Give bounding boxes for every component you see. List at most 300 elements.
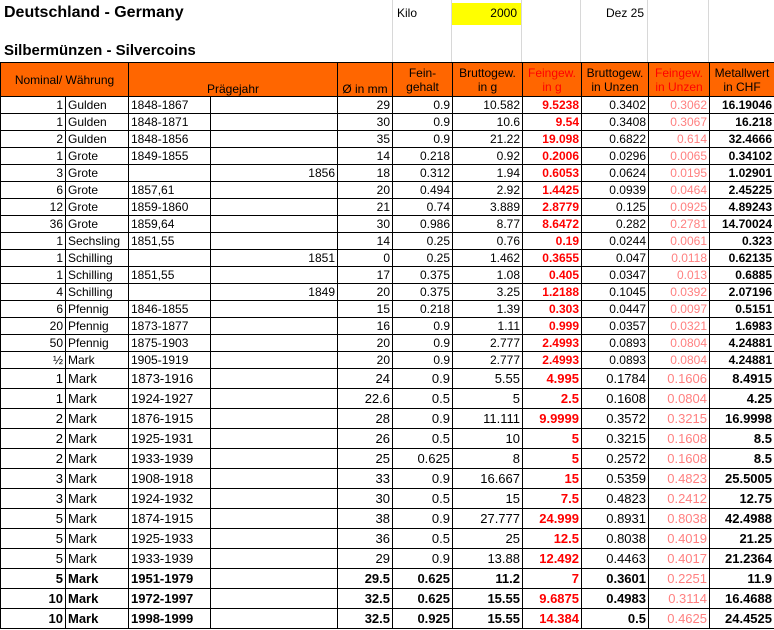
cell-diameter[interactable]: 36 <box>338 529 393 549</box>
cell-nominal[interactable]: ½ <box>1 352 66 369</box>
cell-year[interactable]: 1951-1979 <box>129 569 211 589</box>
cell-fine-g[interactable]: 9.6875 <box>523 589 582 609</box>
cell-gross-g[interactable]: 2.777 <box>453 335 523 352</box>
cell-fineness[interactable]: 0.5 <box>393 429 453 449</box>
cell-fineness[interactable]: 0.5 <box>393 489 453 509</box>
cell-year-single[interactable] <box>211 233 338 250</box>
cell-gross-oz[interactable]: 0.047 <box>582 250 649 267</box>
cell-fine-g[interactable]: 12.5 <box>523 529 582 549</box>
cell-diameter[interactable]: 21 <box>338 199 393 216</box>
cell-fine-oz[interactable]: 0.2412 <box>649 489 710 509</box>
cell-fine-g[interactable]: 1.2188 <box>523 284 582 301</box>
cell-nominal[interactable]: 50 <box>1 335 66 352</box>
cell-currency[interactable]: Schilling <box>66 267 129 284</box>
cell-diameter[interactable]: 26 <box>338 429 393 449</box>
cell-diameter[interactable]: 14 <box>338 233 393 250</box>
cell-year[interactable] <box>129 284 211 301</box>
cell-year-single[interactable] <box>211 267 338 284</box>
cell-currency[interactable]: Gulden <box>66 97 129 114</box>
cell-gross-g[interactable]: 1.462 <box>453 250 523 267</box>
cell-gross-oz[interactable]: 0.3601 <box>582 569 649 589</box>
cell-year-single[interactable] <box>211 409 338 429</box>
cell-chf[interactable]: 16.19046 <box>710 97 774 114</box>
cell-currency[interactable]: Mark <box>66 449 129 469</box>
cell-nominal[interactable]: 2 <box>1 449 66 469</box>
cell-chf[interactable]: 4.25 <box>710 389 774 409</box>
cell-gross-g[interactable]: 25 <box>453 529 523 549</box>
cell-gross-g[interactable]: 0.76 <box>453 233 523 250</box>
cell-gross-oz[interactable]: 0.0893 <box>582 352 649 369</box>
cell-fine-oz[interactable]: 0.3114 <box>649 589 710 609</box>
cell-year-single[interactable] <box>211 216 338 233</box>
cell-diameter[interactable]: 14 <box>338 148 393 165</box>
cell-year-single[interactable] <box>211 429 338 449</box>
cell-gross-g[interactable]: 10 <box>453 429 523 449</box>
cell-year-single[interactable]: 1856 <box>211 165 338 182</box>
cell-fineness[interactable]: 0.9 <box>393 318 453 335</box>
cell-gross-oz[interactable]: 0.0296 <box>582 148 649 165</box>
cell-year-single[interactable] <box>211 148 338 165</box>
cell-nominal[interactable]: 1 <box>1 148 66 165</box>
cell-currency[interactable]: Mark <box>66 469 129 489</box>
cell-gross-oz[interactable]: 0.0624 <box>582 165 649 182</box>
cell-gross-g[interactable]: 1.08 <box>453 267 523 284</box>
cell-year-single[interactable] <box>211 352 338 369</box>
cell-fineness[interactable]: 0.9 <box>393 352 453 369</box>
cell-gross-oz[interactable]: 0.6822 <box>582 131 649 148</box>
cell-year-single[interactable] <box>211 318 338 335</box>
cell-currency[interactable]: Mark <box>66 352 129 369</box>
cell-fine-oz[interactable]: 0.013 <box>649 267 710 284</box>
cell-diameter[interactable]: 28 <box>338 409 393 429</box>
cell-gross-g[interactable]: 15.55 <box>453 589 523 609</box>
cell-chf[interactable]: 1.02901 <box>710 165 774 182</box>
cell-fine-g[interactable]: 2.8779 <box>523 199 582 216</box>
cell-fine-oz[interactable]: 0.4019 <box>649 529 710 549</box>
cell-gross-g[interactable]: 16.667 <box>453 469 523 489</box>
cell-nominal[interactable]: 5 <box>1 529 66 549</box>
cell-diameter[interactable]: 29 <box>338 549 393 569</box>
cell-fine-g[interactable]: 12.492 <box>523 549 582 569</box>
cell-fine-oz[interactable]: 0.0804 <box>649 352 710 369</box>
cell-gross-g[interactable]: 2.92 <box>453 182 523 199</box>
cell-nominal[interactable]: 5 <box>1 509 66 529</box>
cell-year-single[interactable] <box>211 529 338 549</box>
cell-year[interactable]: 1998-1999 <box>129 609 211 629</box>
cell-chf[interactable]: 32.4666 <box>710 131 774 148</box>
cell-chf[interactable]: 8.5 <box>710 429 774 449</box>
cell-chf[interactable]: 11.9 <box>710 569 774 589</box>
cell-year[interactable]: 1933-1939 <box>129 549 211 569</box>
cell-year-single[interactable] <box>211 182 338 199</box>
cell-fineness[interactable]: 0.925 <box>393 609 453 629</box>
cell-chf[interactable]: 0.5151 <box>710 301 774 318</box>
cell-year[interactable]: 1848-1856 <box>129 131 211 148</box>
cell-fine-g[interactable]: 15 <box>523 469 582 489</box>
cell-fineness[interactable]: 0.218 <box>393 148 453 165</box>
cell-year-single[interactable] <box>211 301 338 318</box>
cell-gross-g[interactable]: 2.777 <box>453 352 523 369</box>
cell-diameter[interactable]: 0 <box>338 250 393 267</box>
cell-chf[interactable]: 25.5005 <box>710 469 774 489</box>
cell-gross-g[interactable]: 1.94 <box>453 165 523 182</box>
cell-fineness[interactable]: 0.9 <box>393 469 453 489</box>
cell-year[interactable]: 1848-1871 <box>129 114 211 131</box>
cell-fineness[interactable]: 0.25 <box>393 233 453 250</box>
cell-gross-oz[interactable]: 0.5359 <box>582 469 649 489</box>
cell-year[interactable]: 1972-1997 <box>129 589 211 609</box>
cell-gross-oz[interactable]: 0.4823 <box>582 489 649 509</box>
cell-fineness[interactable]: 0.9 <box>393 114 453 131</box>
col-header-fine-g[interactable]: Feingew. in g <box>523 63 582 97</box>
cell-diameter[interactable]: 33 <box>338 469 393 489</box>
cell-gross-oz[interactable]: 0.1608 <box>582 389 649 409</box>
cell-fine-oz[interactable]: 0.0321 <box>649 318 710 335</box>
cell-chf[interactable]: 0.323 <box>710 233 774 250</box>
cell-fine-g[interactable]: 9.5238 <box>523 97 582 114</box>
cell-fineness[interactable]: 0.9 <box>393 335 453 352</box>
cell-gross-g[interactable]: 13.88 <box>453 549 523 569</box>
cell-nominal[interactable]: 1 <box>1 250 66 267</box>
cell-fine-g[interactable]: 5 <box>523 429 582 449</box>
cell-fine-oz[interactable]: 0.3215 <box>649 409 710 429</box>
col-header-gross-oz[interactable]: Bruttogew. in Unzen <box>582 63 649 97</box>
cell-gross-oz[interactable]: 0.0447 <box>582 301 649 318</box>
cell-nominal[interactable]: 1 <box>1 369 66 389</box>
cell-currency[interactable]: Mark <box>66 529 129 549</box>
cell-fineness[interactable]: 0.218 <box>393 301 453 318</box>
cell-diameter[interactable]: 25 <box>338 449 393 469</box>
col-header-chf[interactable]: Metallwert in CHF <box>710 63 774 97</box>
cell-gross-g[interactable]: 15.55 <box>453 609 523 629</box>
cell-gross-oz[interactable]: 0.0347 <box>582 267 649 284</box>
cell-fine-g[interactable]: 0.19 <box>523 233 582 250</box>
col-header-fineness[interactable]: Fein-gehalt <box>393 63 453 97</box>
cell-gross-oz[interactable]: 0.2572 <box>582 449 649 469</box>
cell-diameter[interactable]: 30 <box>338 489 393 509</box>
cell-chf[interactable]: 16.9998 <box>710 409 774 429</box>
cell-gross-oz[interactable]: 0.4983 <box>582 589 649 609</box>
cell-year[interactable] <box>129 165 211 182</box>
cell-nominal[interactable]: 5 <box>1 569 66 589</box>
cell-year-single[interactable] <box>211 131 338 148</box>
cell-year[interactable]: 1859,64 <box>129 216 211 233</box>
cell-currency[interactable]: Pfennig <box>66 301 129 318</box>
cell-gross-g[interactable]: 1.39 <box>453 301 523 318</box>
cell-year[interactable]: 1859-1860 <box>129 199 211 216</box>
cell-chf[interactable]: 4.24881 <box>710 335 774 352</box>
cell-gross-oz[interactable]: 0.3572 <box>582 409 649 429</box>
cell-fine-oz[interactable]: 0.614 <box>649 131 710 148</box>
cell-gross-g[interactable]: 5 <box>453 389 523 409</box>
cell-gross-g[interactable]: 5.55 <box>453 369 523 389</box>
cell-fineness[interactable]: 0.9 <box>393 549 453 569</box>
cell-chf[interactable]: 24.4525 <box>710 609 774 629</box>
cell-currency[interactable]: Grote <box>66 148 129 165</box>
cell-year-single[interactable] <box>211 114 338 131</box>
cell-chf[interactable]: 4.24881 <box>710 352 774 369</box>
cell-fine-g[interactable]: 24.999 <box>523 509 582 529</box>
cell-diameter[interactable]: 18 <box>338 165 393 182</box>
cell-gross-oz[interactable]: 0.4463 <box>582 549 649 569</box>
cell-chf[interactable]: 0.6885 <box>710 267 774 284</box>
cell-fine-g[interactable]: 2.5 <box>523 389 582 409</box>
cell-fine-g[interactable]: 2.4993 <box>523 335 582 352</box>
cell-diameter[interactable]: 20 <box>338 182 393 199</box>
cell-currency[interactable]: Mark <box>66 609 129 629</box>
cell-currency[interactable]: Grote <box>66 216 129 233</box>
cell-gross-oz[interactable]: 0.3215 <box>582 429 649 449</box>
cell-fine-oz[interactable]: 0.1608 <box>649 429 710 449</box>
cell-fineness[interactable]: 0.625 <box>393 589 453 609</box>
cell-year[interactable]: 1933-1939 <box>129 449 211 469</box>
cell-fine-oz[interactable]: 0.0464 <box>649 182 710 199</box>
cell-gross-oz[interactable]: 0.0244 <box>582 233 649 250</box>
cell-chf[interactable]: 42.4988 <box>710 509 774 529</box>
cell-gross-oz[interactable]: 0.0893 <box>582 335 649 352</box>
cell-diameter[interactable]: 32.5 <box>338 589 393 609</box>
col-header-gross-g[interactable]: Bruttogew. in g <box>453 63 523 97</box>
cell-nominal[interactable]: 3 <box>1 469 66 489</box>
col-header-diameter[interactable]: Ø in mm <box>338 63 393 97</box>
cell-currency[interactable]: Gulden <box>66 131 129 148</box>
cell-fine-g[interactable]: 0.3655 <box>523 250 582 267</box>
cell-fineness[interactable]: 0.986 <box>393 216 453 233</box>
cell-fineness[interactable]: 0.25 <box>393 250 453 267</box>
cell-diameter[interactable]: 24 <box>338 369 393 389</box>
cell-fine-g[interactable]: 0.2006 <box>523 148 582 165</box>
cell-gross-oz[interactable]: 0.0357 <box>582 318 649 335</box>
cell-year[interactable]: 1876-1915 <box>129 409 211 429</box>
cell-currency[interactable]: Mark <box>66 369 129 389</box>
cell-nominal[interactable]: 1 <box>1 389 66 409</box>
cell-chf[interactable]: 14.70024 <box>710 216 774 233</box>
cell-fine-oz[interactable]: 0.3067 <box>649 114 710 131</box>
cell-fine-g[interactable]: 5 <box>523 449 582 469</box>
cell-diameter[interactable]: 38 <box>338 509 393 529</box>
cell-currency[interactable]: Mark <box>66 589 129 609</box>
cell-nominal[interactable]: 1 <box>1 97 66 114</box>
cell-year-single[interactable] <box>211 609 338 629</box>
cell-fine-oz[interactable]: 0.0065 <box>649 148 710 165</box>
cell-fine-oz[interactable]: 0.0804 <box>649 389 710 409</box>
cell-chf[interactable]: 16.4688 <box>710 589 774 609</box>
cell-year[interactable]: 1875-1903 <box>129 335 211 352</box>
cell-year-single[interactable]: 1849 <box>211 284 338 301</box>
cell-gross-g[interactable]: 3.889 <box>453 199 523 216</box>
cell-gross-g[interactable]: 1.11 <box>453 318 523 335</box>
cell-gross-g[interactable]: 10.582 <box>453 97 523 114</box>
cell-fine-g[interactable]: 7.5 <box>523 489 582 509</box>
cell-gross-oz[interactable]: 0.8038 <box>582 529 649 549</box>
cell-fineness[interactable]: 0.375 <box>393 284 453 301</box>
cell-currency[interactable]: Mark <box>66 509 129 529</box>
cell-fine-oz[interactable]: 0.0392 <box>649 284 710 301</box>
cell-diameter[interactable]: 17 <box>338 267 393 284</box>
cell-year-single[interactable] <box>211 509 338 529</box>
cell-fineness[interactable]: 0.9 <box>393 131 453 148</box>
cell-year[interactable]: 1846-1855 <box>129 301 211 318</box>
cell-currency[interactable]: Gulden <box>66 114 129 131</box>
cell-nominal[interactable]: 2 <box>1 409 66 429</box>
cell-fine-oz[interactable]: 0.0118 <box>649 250 710 267</box>
cell-fineness[interactable]: 0.5 <box>393 389 453 409</box>
cell-currency[interactable]: Schilling <box>66 284 129 301</box>
cell-year[interactable]: 1905-1919 <box>129 352 211 369</box>
cell-year-single[interactable] <box>211 369 338 389</box>
cell-gross-g[interactable]: 15 <box>453 489 523 509</box>
cell-currency[interactable]: Mark <box>66 569 129 589</box>
cell-fineness[interactable]: 0.494 <box>393 182 453 199</box>
cell-nominal[interactable]: 20 <box>1 318 66 335</box>
cell-fineness[interactable]: 0.9 <box>393 369 453 389</box>
cell-year-single[interactable] <box>211 469 338 489</box>
cell-gross-g[interactable]: 21.22 <box>453 131 523 148</box>
cell-gross-g[interactable]: 8 <box>453 449 523 469</box>
cell-year[interactable]: 1851,55 <box>129 233 211 250</box>
cell-currency[interactable]: Mark <box>66 409 129 429</box>
cell-fine-oz[interactable]: 0.2781 <box>649 216 710 233</box>
cell-currency[interactable]: Mark <box>66 489 129 509</box>
cell-diameter[interactable]: 29.5 <box>338 569 393 589</box>
cell-year[interactable]: 1924-1927 <box>129 389 211 409</box>
cell-fine-g[interactable]: 0.999 <box>523 318 582 335</box>
cell-fine-oz[interactable]: 0.8038 <box>649 509 710 529</box>
cell-diameter[interactable]: 30 <box>338 216 393 233</box>
cell-chf[interactable]: 0.34102 <box>710 148 774 165</box>
cell-fine-oz[interactable]: 0.4625 <box>649 609 710 629</box>
cell-chf[interactable]: 1.6983 <box>710 318 774 335</box>
cell-fine-oz[interactable]: 0.0195 <box>649 165 710 182</box>
cell-nominal[interactable]: 2 <box>1 429 66 449</box>
cell-diameter[interactable]: 20 <box>338 284 393 301</box>
cell-year[interactable] <box>129 250 211 267</box>
cell-gross-g[interactable]: 10.6 <box>453 114 523 131</box>
cell-year-single[interactable]: 1851 <box>211 250 338 267</box>
cell-chf[interactable]: 2.45225 <box>710 182 774 199</box>
cell-year-single[interactable] <box>211 335 338 352</box>
cell-nominal[interactable]: 2 <box>1 131 66 148</box>
cell-diameter[interactable]: 20 <box>338 352 393 369</box>
cell-year-single[interactable] <box>211 97 338 114</box>
cell-diameter[interactable]: 29 <box>338 97 393 114</box>
cell-fineness[interactable]: 0.375 <box>393 267 453 284</box>
cell-year-single[interactable] <box>211 589 338 609</box>
cell-fine-g[interactable]: 0.6053 <box>523 165 582 182</box>
cell-diameter[interactable]: 15 <box>338 301 393 318</box>
cell-gross-oz[interactable]: 0.125 <box>582 199 649 216</box>
cell-fine-g[interactable]: 0.303 <box>523 301 582 318</box>
cell-gross-oz[interactable]: 0.0939 <box>582 182 649 199</box>
cell-nominal[interactable]: 1 <box>1 267 66 284</box>
cell-year[interactable]: 1874-1915 <box>129 509 211 529</box>
cell-year-single[interactable] <box>211 389 338 409</box>
cell-fine-oz[interactable]: 0.3062 <box>649 97 710 114</box>
cell-gross-oz[interactable]: 0.282 <box>582 216 649 233</box>
kilo-value-cell[interactable]: 2000 <box>451 3 521 25</box>
cell-year-single[interactable] <box>211 549 338 569</box>
cell-chf[interactable]: 0.62135 <box>710 250 774 267</box>
cell-year[interactable]: 1873-1916 <box>129 369 211 389</box>
cell-fine-g[interactable]: 2.4993 <box>523 352 582 369</box>
cell-nominal[interactable]: 1 <box>1 114 66 131</box>
cell-gross-g[interactable]: 11.111 <box>453 409 523 429</box>
cell-fineness[interactable]: 0.9 <box>393 97 453 114</box>
cell-chf[interactable]: 8.5 <box>710 449 774 469</box>
cell-fine-oz[interactable]: 0.2251 <box>649 569 710 589</box>
cell-currency[interactable]: Mark <box>66 429 129 449</box>
cell-chf[interactable]: 4.89243 <box>710 199 774 216</box>
cell-year-single[interactable] <box>211 199 338 216</box>
cell-year[interactable]: 1924-1932 <box>129 489 211 509</box>
cell-diameter[interactable]: 20 <box>338 335 393 352</box>
cell-gross-g[interactable]: 27.777 <box>453 509 523 529</box>
cell-fineness[interactable]: 0.5 <box>393 529 453 549</box>
cell-nominal[interactable]: 1 <box>1 233 66 250</box>
cell-diameter[interactable]: 32.5 <box>338 609 393 629</box>
cell-gross-oz[interactable]: 0.3402 <box>582 97 649 114</box>
cell-currency[interactable]: Grote <box>66 199 129 216</box>
cell-gross-oz[interactable]: 0.8931 <box>582 509 649 529</box>
cell-gross-oz[interactable]: 0.3408 <box>582 114 649 131</box>
cell-gross-g[interactable]: 8.77 <box>453 216 523 233</box>
cell-fine-g[interactable]: 4.995 <box>523 369 582 389</box>
cell-nominal[interactable]: 4 <box>1 284 66 301</box>
cell-year[interactable]: 1908-1918 <box>129 469 211 489</box>
cell-chf[interactable]: 2.07196 <box>710 284 774 301</box>
cell-fine-oz[interactable]: 0.0061 <box>649 233 710 250</box>
cell-fineness[interactable]: 0.625 <box>393 569 453 589</box>
cell-fine-oz[interactable]: 0.0925 <box>649 199 710 216</box>
cell-fineness[interactable]: 0.625 <box>393 449 453 469</box>
cell-currency[interactable]: Pfennig <box>66 335 129 352</box>
cell-fineness[interactable]: 0.9 <box>393 409 453 429</box>
cell-fine-g[interactable]: 9.54 <box>523 114 582 131</box>
cell-fine-oz[interactable]: 0.4823 <box>649 469 710 489</box>
cell-year-single[interactable] <box>211 449 338 469</box>
cell-year[interactable]: 1849-1855 <box>129 148 211 165</box>
cell-fine-g[interactable]: 14.384 <box>523 609 582 629</box>
cell-gross-oz[interactable]: 0.5 <box>582 609 649 629</box>
cell-fine-g[interactable]: 0.405 <box>523 267 582 284</box>
cell-gross-g[interactable]: 11.2 <box>453 569 523 589</box>
cell-fine-oz[interactable]: 0.0097 <box>649 301 710 318</box>
cell-nominal[interactable]: 6 <box>1 301 66 318</box>
cell-nominal[interactable]: 10 <box>1 589 66 609</box>
cell-year[interactable]: 1873-1877 <box>129 318 211 335</box>
cell-diameter[interactable]: 22.6 <box>338 389 393 409</box>
cell-currency[interactable]: Schilling <box>66 250 129 267</box>
cell-diameter[interactable]: 16 <box>338 318 393 335</box>
cell-currency[interactable]: Grote <box>66 165 129 182</box>
cell-nominal[interactable]: 3 <box>1 165 66 182</box>
cell-diameter[interactable]: 30 <box>338 114 393 131</box>
cell-year-single[interactable] <box>211 489 338 509</box>
cell-fine-g[interactable]: 19.098 <box>523 131 582 148</box>
cell-chf[interactable]: 21.2364 <box>710 549 774 569</box>
cell-year[interactable]: 1848-1867 <box>129 97 211 114</box>
col-header-nominal[interactable]: Nominal/ Währung <box>1 63 129 97</box>
cell-fineness[interactable]: 0.312 <box>393 165 453 182</box>
cell-fine-g[interactable]: 8.6472 <box>523 216 582 233</box>
cell-diameter[interactable]: 35 <box>338 131 393 148</box>
cell-year-single[interactable] <box>211 569 338 589</box>
cell-currency[interactable]: Sechsling <box>66 233 129 250</box>
cell-fine-oz[interactable]: 0.0804 <box>649 335 710 352</box>
cell-chf[interactable]: 12.75 <box>710 489 774 509</box>
cell-nominal[interactable]: 36 <box>1 216 66 233</box>
cell-fineness[interactable]: 0.9 <box>393 509 453 529</box>
